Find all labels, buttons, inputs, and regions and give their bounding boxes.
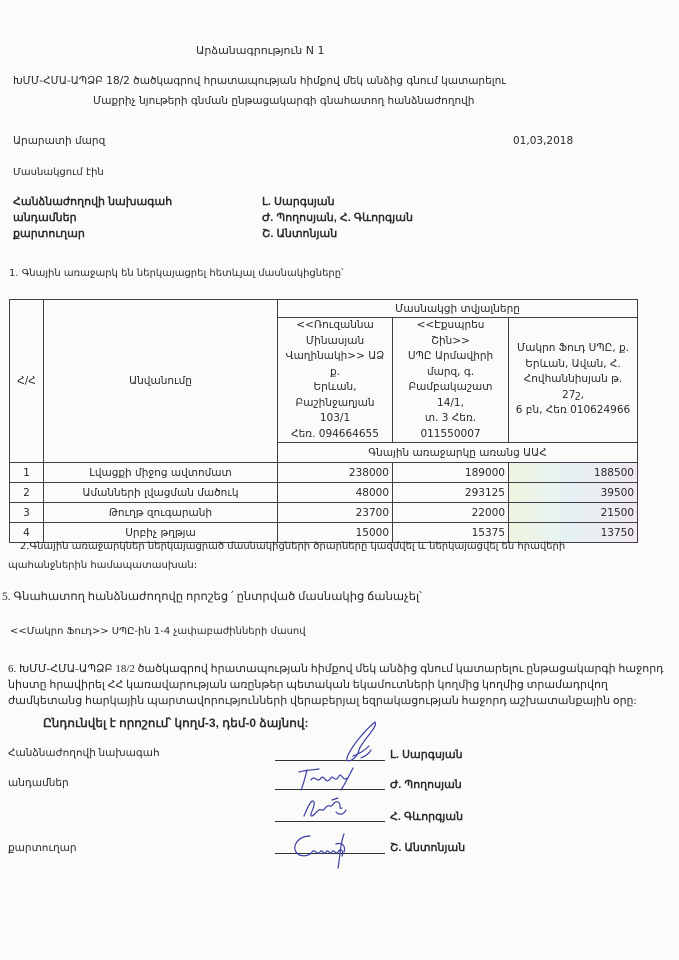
committee-role-secretary: քարտուղար bbox=[13, 228, 85, 240]
committee-name-members: Ժ. Պողոսյան, Հ. Գևորգյան bbox=[262, 212, 413, 224]
signature-role-chair: Հանձնաժողովի նախագահ bbox=[8, 748, 160, 759]
supplier-2-details: <<Էքսպրես Շին>> ՍՊԸ Արմավիրի մարզ, գ. Բամբակաշատ 14/1, տ. 3 Հեռ. 011550007 bbox=[393, 318, 509, 443]
supplier-1-details: <<Ռուզաննա Մինասյան Վաղինակի>> ԱՁ ք. Երևան, Բաշինջաղյան 103/1 Հեռ. 094664655 bbox=[278, 318, 393, 443]
signature-member1-icon bbox=[295, 764, 365, 794]
signature-chair-icon bbox=[335, 720, 395, 765]
signature-secretary-icon bbox=[290, 830, 360, 870]
col-header-number: Հ/Հ bbox=[10, 300, 44, 463]
signature-name-chair: Լ. Սարգսյան bbox=[390, 749, 463, 761]
committee-role-members: անդամներ bbox=[13, 212, 77, 224]
section6-line2: նիստը հրավիրել ՀՀ կառավարության առընթեր պետական եկամուտների կողմից կողմից տրամադրվող bbox=[8, 679, 608, 691]
committee-name-secretary: Շ. Անտոնյան bbox=[262, 228, 338, 240]
decision-text: Ընդունվել է որոշում՝ կողմ-3, դեմ-0 ձայնով: bbox=[43, 716, 309, 730]
signature-member2-icon bbox=[298, 794, 358, 824]
participants-label: Մասնակցում էին bbox=[13, 167, 104, 178]
section6-line3: ժամկետանց հարկային պարտավորությունների վերաբերյալ եզրակացության հաջորդ աշխատանքային օրը: bbox=[8, 695, 637, 707]
participants-header: Մասնակցի տվյալները bbox=[278, 300, 638, 318]
winner-price-cell: 13750 bbox=[509, 523, 638, 543]
document-subtitle-line1: ԽՄՄ-ՀՄԱ-ԱՊՁԲ 18/2 ծածկագրով հրատապության հիմքով մեկ անձից գնում կատարելու bbox=[13, 75, 506, 87]
table-row: 3 Թուղթ զուգարանի 23700 22000 21500 bbox=[10, 503, 638, 523]
section5-text: 5. Գնահատող հանձնաժողովը որոշեց ՛ ընտրված մասնակից ճանաչել՝ bbox=[2, 591, 422, 603]
document-title: Արձանագրություն N 1 bbox=[196, 44, 325, 57]
signature-name-secretary: Շ. Անտոնյան bbox=[390, 842, 466, 854]
section1-text: 1. Գնային առաջարկ են ներկայացրել հետևյալ մասնակիցները՝ bbox=[9, 268, 344, 279]
signature-name-member2: Հ. Գևորգյան bbox=[390, 811, 464, 823]
signature-name-member1: Ժ. Պողոսյան bbox=[390, 779, 462, 791]
winner-price-cell: 39500 bbox=[509, 483, 638, 503]
price-header: Գնային առաջարկը առանց ԱԱՀ bbox=[278, 443, 638, 463]
section6-line1: 6. ԽՄՄ-ՀՄԱ-ԱՊՁԲ 18/2 ծածկագրով հրատապության հիմքով մեկ անձից գնում կատարելու ընթացակարգի հաջորդ bbox=[8, 663, 664, 675]
table-row: 4 Սրբիչ թղթյա 15000 15375 13750 bbox=[10, 523, 638, 543]
section2-line1: 2.Գնային առաջարկներ ներկայացրած մասնակիցների ծրարները կազմվել և ներկայացվել են հրավերի bbox=[20, 541, 566, 552]
table-row: 2 Ամանների լվացման մածուկ 48000 293125 39500 bbox=[10, 483, 638, 503]
region-label: Արարատի մարզ bbox=[13, 135, 106, 147]
section5-winner: <<Մակրո Ֆուդ>> ՍՊԸ-ին 1-4 չափաբաժինների մասով bbox=[10, 626, 306, 637]
document-subtitle-line2: Մաքրիչ նյութերի գնման ընթացակարգի գնահատող հանձնաժողովի bbox=[93, 95, 475, 107]
committee-role-chair: Հանձնաժողովի նախագահ bbox=[13, 196, 173, 208]
signature-role-secretary: քարտուղար bbox=[8, 843, 77, 854]
committee-name-chair: Լ. Սարգսյան bbox=[262, 196, 335, 208]
supplier-3-details: Մակրո Ֆուդ ՍՊԸ, ք. Երևան, Ավան, Հ. Հովհաննիսյան թ. 27շ, 6 բն, Հեռ 010624966 bbox=[509, 318, 638, 443]
bids-table bbox=[9, 299, 638, 543]
date-label: 01,03,2018 bbox=[513, 135, 574, 147]
signature-role-members: անդամներ bbox=[8, 778, 69, 789]
col-header-name: Անվանումը bbox=[44, 300, 278, 463]
section2-line2: պահանջներին համապատասխան: bbox=[8, 560, 198, 571]
table-row: 1 Լվացքի միջոց ավտոմատ 238000 189000 188500 bbox=[10, 463, 638, 483]
winner-price-cell: 188500 bbox=[509, 463, 638, 483]
winner-price-cell: 21500 bbox=[509, 503, 638, 523]
